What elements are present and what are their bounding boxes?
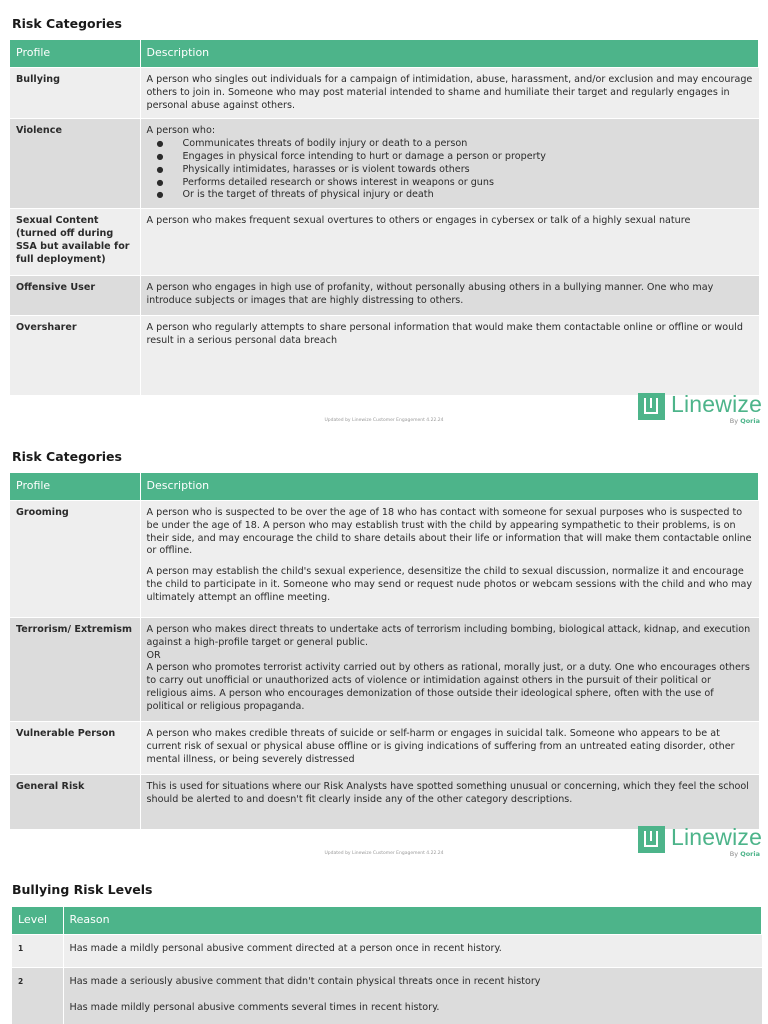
description-cell: A person who singles out individuals for a campaign of intimidation, abuse, harassment, and/or exclusion and may encourage others to join in. Someone who may post material intended to shame and humiliate their target and regularly engages in personal abuse against others. bbox=[140, 68, 759, 119]
description-paragraph: A person may establish the child's sexual experience, desensitize the child to sexual discussion, normalize it and encourage the child to participate in it. Someone who may send or request nude photos or webcam sessions with the child and who may ultimately attempt an offline meeting. bbox=[146, 566, 753, 603]
description-cell: A person who engages in high use of profanity, without personally abusing others in a bullying manner. One who may introduce subjects or images that are highly distressing to others. bbox=[140, 276, 759, 316]
footnote: Updated by Linewize Customer Engagement 4.22.24 bbox=[324, 851, 444, 856]
logo-wordmark: Linewize bbox=[671, 824, 763, 850]
table-row bbox=[10, 68, 759, 119]
profile-cell: Bullying bbox=[10, 68, 140, 119]
section-heading: Risk Categories bbox=[12, 16, 122, 31]
risk-categories-table bbox=[10, 473, 759, 829]
table-row bbox=[10, 119, 759, 209]
profile-cell: Sexual Content (turned off during SSA but available for full deployment) bbox=[10, 209, 140, 276]
description-cell bbox=[140, 501, 759, 618]
profile-cell: Violence bbox=[10, 119, 140, 209]
list-item: ● Physically intimidates, harasses or is violent towards others bbox=[183, 164, 753, 177]
footnote: Updated by Linewize Customer Engagement 4.22.24 bbox=[324, 418, 444, 423]
table-header-row bbox=[10, 473, 759, 501]
logo-wordmark: Linewize bbox=[671, 391, 763, 417]
reason-cell bbox=[63, 968, 762, 1024]
logo-by-text: By bbox=[729, 417, 739, 425]
table-row bbox=[12, 935, 762, 968]
description-cell: A person who regularly attempts to share personal information that would make them contactable online or offline or would result in a serious personal data breach bbox=[140, 316, 759, 395]
table-row bbox=[12, 968, 762, 1024]
list-item: ● Communicates threats of bodily injury or death to a person bbox=[183, 138, 753, 151]
section-heading: Risk Categories bbox=[12, 449, 122, 464]
profile-cell: General Risk bbox=[10, 775, 140, 829]
table-header-row bbox=[12, 907, 762, 935]
reason-paragraph: Has made mildly personal abusive comments several times in recent history. bbox=[69, 1001, 440, 1013]
table-header-row bbox=[10, 40, 759, 68]
description-intro: A person who: bbox=[146, 125, 216, 137]
list-item: ● Engages in physical force intending to hurt or damage a person or property bbox=[183, 151, 753, 164]
description-cell: A person who makes credible threats of suicide or self-harm or engages in suicidal talk. Someone who appears to be at current risk of sexual or physical abuse offline or is giving indications of suffering from an untreated eating disorder, other mental illness, or being severely distressed bbox=[140, 722, 759, 775]
description-cell bbox=[140, 618, 759, 722]
description-line: A person who promotes terrorist activity carried out by others as rational, morally just, or a duty. One who encourages others to carry out unofficial or unauthorized acts of violence or intimidation against others in the pursuit of their political or religious aims. A person who encourages demonization of those outside their ideological sphere, often with the use of political or religious propaganda. bbox=[146, 662, 750, 712]
description-column-header: Description bbox=[140, 473, 759, 501]
table-row bbox=[10, 276, 759, 316]
logo-by-text: By bbox=[729, 850, 739, 858]
bullying-risk-levels-table bbox=[12, 907, 762, 1024]
list-item: ● Performs detailed research or shows interest in weapons or guns bbox=[183, 177, 753, 190]
profile-column-header: Profile bbox=[10, 40, 140, 68]
reason-column-header: Reason bbox=[63, 907, 762, 935]
table-row bbox=[10, 722, 759, 775]
table-row bbox=[10, 618, 759, 722]
description-line: A person who makes direct threats to undertake acts of terrorism including bombing, biological attack, kidnap, and execution against a high-profile target or general public. bbox=[146, 624, 751, 648]
profile-cell: Offensive User bbox=[10, 276, 140, 316]
linewize-logo-icon bbox=[638, 393, 665, 420]
linewize-logo bbox=[638, 824, 763, 860]
risk-categories-table bbox=[10, 40, 759, 395]
logo-brand-text: Qoria bbox=[740, 417, 760, 425]
level-cell: 1 bbox=[12, 935, 63, 968]
description-cell bbox=[140, 119, 759, 209]
table-row bbox=[10, 775, 759, 829]
profile-cell: Vulnerable Person bbox=[10, 722, 140, 775]
linewize-logo-icon bbox=[638, 826, 665, 853]
description-paragraph: A person who is suspected to be over the age of 18 who has contact with someone for sexual purposes who is suspected to be under the age of 18. A person who may establish trust with the child by appearing sympathetic to their problems, is on their side, and may encourage the child to share details about their life or information that will make them contactable online or offline. bbox=[146, 507, 752, 557]
level-column-header: Level bbox=[12, 907, 63, 935]
profile-cell: Grooming bbox=[10, 501, 140, 618]
reason-cell: Has made a mildly personal abusive comment directed at a person once in recent history. bbox=[63, 935, 762, 968]
description-cell: A person who makes frequent sexual overtures to others or engages in cybersex or talk of a highly sexual nature bbox=[140, 209, 759, 276]
list-item: ● Or is the target of threats of physical injury or death bbox=[183, 189, 753, 202]
bullet-list bbox=[147, 138, 753, 202]
profile-column-header: Profile bbox=[10, 473, 140, 501]
logo-byline bbox=[730, 417, 760, 425]
description-cell: This is used for situations where our Risk Analysts have spotted something unusual or concerning, which they feel the school should be alerted to and doesn't fit clearly inside any of the other category descriptions. bbox=[140, 775, 759, 829]
table-row bbox=[10, 316, 759, 395]
table-row bbox=[10, 501, 759, 618]
logo-byline bbox=[730, 850, 760, 858]
description-column-header: Description bbox=[140, 40, 759, 68]
linewize-logo bbox=[638, 391, 763, 427]
profile-cell: Oversharer bbox=[10, 316, 140, 395]
table-row bbox=[10, 209, 759, 276]
description-or: OR bbox=[146, 649, 161, 661]
section-heading: Bullying Risk Levels bbox=[12, 882, 153, 897]
level-cell: 2 bbox=[12, 968, 63, 1024]
profile-cell: Terrorism/ Extremism bbox=[10, 618, 140, 722]
logo-brand-text: Qoria bbox=[740, 850, 760, 858]
reason-paragraph: Has made a seriously abusive comment that didn't contain physical threats once in recent history bbox=[69, 976, 541, 987]
